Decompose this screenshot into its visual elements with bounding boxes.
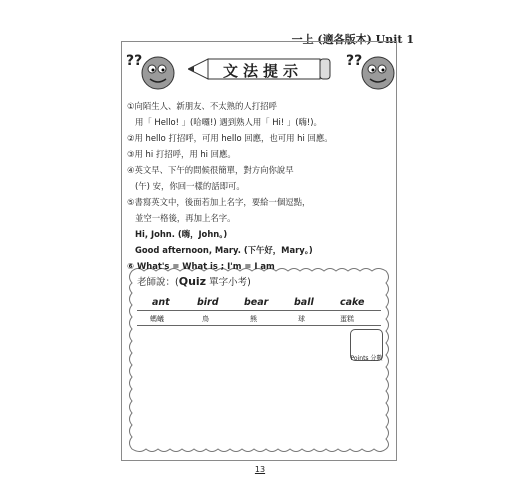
- quiz-word: bird: [197, 297, 219, 308]
- grammar-line: 用「 Hello! 」(哈囉!) 遇到熟人用「 Hi! 」(嗨!)。: [135, 117, 322, 127]
- question-face-right-icon: [345, 49, 397, 91]
- page-title: 文法提示: [222, 62, 303, 80]
- quiz-rule-bottom: [137, 325, 381, 326]
- quiz-meaning: 熊: [250, 315, 257, 323]
- quiz-word: bear: [244, 297, 269, 308]
- grammar-line: ③用 hi 打招呼，用 hi 回應。: [127, 149, 236, 159]
- quiz-word: ball: [294, 297, 314, 308]
- quiz-heading: [137, 274, 251, 288]
- svg-text:??: ??: [126, 53, 143, 69]
- quiz-title: Quiz: [178, 275, 207, 288]
- grammar-line: ②用 hello 打招呼，可用 hello 回應，也可用 hi 回應。: [127, 133, 333, 143]
- quiz-word: cake: [340, 297, 365, 308]
- quiz-prefix: 老師說：(: [137, 277, 179, 288]
- example-line: Good afternoon, Mary. (下午好，Mary。): [135, 245, 313, 255]
- grammar-line: ①向陌生人、新朋友、不太熟的人打招呼: [127, 101, 277, 111]
- quiz-meaning: 球: [298, 315, 305, 323]
- grammar-line: ④英文早、下午的問候很簡單，對方向你說早: [127, 165, 294, 175]
- quiz-meaning: 蛋糕: [340, 315, 354, 323]
- grammar-line: (午) 安，你回一樣的話即可。: [135, 181, 245, 191]
- grammar-line: ⑥ What's = What is ; I'm = I am: [127, 261, 275, 271]
- example-line: Hi, John. (嗨，John。): [135, 229, 228, 239]
- points-label: Points 分數: [350, 355, 383, 362]
- quiz-meaning: 螞蟻: [150, 315, 164, 323]
- grammar-line: ⑤書寫英文中，後面若加上名字，要給一個逗點，: [127, 197, 311, 207]
- question-face-left-icon: [125, 49, 177, 91]
- unit-header: 一上 (適各版本) Unit 1: [291, 33, 414, 46]
- quiz-rule-top: [137, 310, 381, 311]
- quiz-subtitle: 單字小考): [209, 277, 251, 288]
- svg-text:??: ??: [346, 53, 363, 69]
- page-number: 13: [254, 465, 266, 474]
- quiz-word: ant: [152, 297, 170, 308]
- grammar-line: 並空一格後，再加上名字。: [135, 213, 236, 223]
- quiz-meaning: 鳥: [202, 315, 209, 323]
